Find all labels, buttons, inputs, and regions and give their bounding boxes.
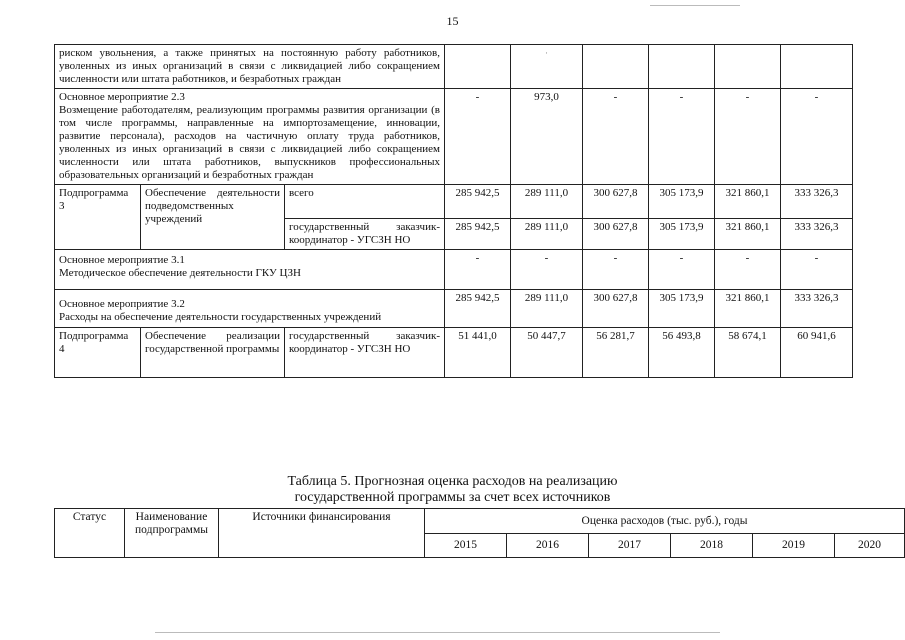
table5-caption-line2: государственной программы за счет всех источников — [294, 490, 611, 505]
value-cell: 300 627,8 — [583, 290, 649, 328]
subprogram-name: Обеспечение деятельности подведомственных учреждений — [141, 185, 285, 250]
header-year: 2017 — [589, 534, 671, 558]
value-cell: 333 326,3 — [781, 219, 853, 250]
value-cell: 56 493,8 — [649, 328, 715, 378]
scan-artifact-line — [650, 5, 740, 6]
event-title: Основное мероприятие 3.2 — [59, 298, 185, 310]
value-cell — [649, 45, 715, 89]
event-description: Методическое обеспечение деятельности ГКУ ЦЗН — [59, 267, 301, 279]
header-year: 2020 — [835, 534, 905, 558]
value-cell: 50 447,7 — [511, 328, 583, 378]
header-year: 2018 — [671, 534, 753, 558]
event-cell — [55, 290, 445, 328]
value-cell: - — [583, 250, 649, 290]
value-cell — [511, 45, 583, 89]
status-cell: Подпрограмма 3 — [55, 185, 141, 250]
value-cell: 51 441,0 — [445, 328, 511, 378]
table-row — [55, 290, 853, 328]
value-cell: 56 281,7 — [583, 328, 649, 378]
value-cell: 300 627,8 — [583, 185, 649, 219]
header-name: Наименование подпрограммы — [125, 509, 219, 558]
value-cell: 289 111,0 — [511, 219, 583, 250]
event-title: Основное мероприятие 2.3 — [59, 91, 185, 103]
value-cell: 289 111,0 — [511, 185, 583, 219]
value-cell — [781, 45, 853, 89]
value-cell: 321 860,1 — [715, 185, 781, 219]
header-estimate: Оценка расходов (тыс. руб.), годы — [425, 509, 905, 534]
table-row — [55, 45, 853, 89]
event-description: Возмещение работодателям, реализующим программы развития организации (в том числе программы, направленные на импортозамещение, инновации, развитие персонала), расходов на частичную оплату труда работников, уволенных из иных организаций в связи с ликвидацией либо сокращением численности или штата работников, выпускников профессиональных образовательных организаций и безработных граждан — [59, 104, 440, 181]
value-cell: 285 942,5 — [445, 219, 511, 250]
forecast-table — [54, 508, 905, 558]
value-cell: 973,0 — [511, 89, 583, 185]
header-sources: Источники финансирования — [219, 509, 425, 558]
value-cell: 300 627,8 — [583, 219, 649, 250]
value-cell: 321 860,1 — [715, 290, 781, 328]
table5-caption-line1: Таблица 5. Прогнозная оценка расходов на реализацию — [287, 474, 618, 489]
value-cell — [583, 45, 649, 89]
value-cell — [445, 45, 511, 89]
table-row — [55, 185, 853, 219]
source-cell: государственный заказчик-координатор - УГСЗН НО — [285, 219, 445, 250]
value-cell: 321 860,1 — [715, 219, 781, 250]
table-row — [55, 328, 853, 378]
event-description: риском увольнения, а также принятых на постоянную работу работников, уволенных из иных организаций в связи с ликвидацией либо сокращением численности или штата работников, и безработных граждан — [55, 45, 445, 89]
value-cell: 305 173,9 — [649, 185, 715, 219]
value-cell: - — [649, 250, 715, 290]
value-cell: - — [715, 250, 781, 290]
event-description: Расходы на обеспечение деятельности государственных учреждений — [59, 311, 382, 323]
expenses-table-continued — [54, 44, 853, 378]
value-cell: 333 326,3 — [781, 185, 853, 219]
value-cell: 333 326,3 — [781, 290, 853, 328]
value-cell: 305 173,9 — [649, 219, 715, 250]
value-cell: - — [715, 89, 781, 185]
value-cell: 285 942,5 — [445, 185, 511, 219]
value-cell: - — [511, 250, 583, 290]
value-cell: 285 942,5 — [445, 290, 511, 328]
value-cell: - — [445, 250, 511, 290]
header-status: Статус — [55, 509, 125, 558]
event-title: Основное мероприятие 3.1 — [59, 254, 185, 266]
page-number: 15 — [446, 14, 459, 28]
event-cell — [55, 250, 445, 290]
event-cell — [55, 89, 445, 185]
table-row — [55, 250, 853, 290]
source-cell: государственный заказчик-координатор - УГСЗН НО — [285, 328, 445, 378]
scan-artifact-line — [155, 632, 720, 633]
table-header-row — [55, 509, 905, 534]
header-year: 2019 — [753, 534, 835, 558]
value-cell: - — [583, 89, 649, 185]
header-year: 2016 — [507, 534, 589, 558]
value-cell: - — [445, 89, 511, 185]
value-cell: 289 111,0 — [511, 290, 583, 328]
source-cell: всего — [285, 185, 445, 219]
value-cell: - — [649, 89, 715, 185]
value-cell: - — [781, 89, 853, 185]
value-cell: 305 173,9 — [649, 290, 715, 328]
header-year: 2015 — [425, 534, 507, 558]
value-cell — [715, 45, 781, 89]
table-row — [55, 89, 853, 185]
value-cell: - — [781, 250, 853, 290]
status-cell: Подпрограмма 4 — [55, 328, 141, 378]
value-cell: 60 941,6 — [781, 328, 853, 378]
subprogram-name: Обеспечение реализации государственной программы — [141, 328, 285, 378]
value-cell: 58 674,1 — [715, 328, 781, 378]
scan-mark: · — [545, 48, 548, 58]
